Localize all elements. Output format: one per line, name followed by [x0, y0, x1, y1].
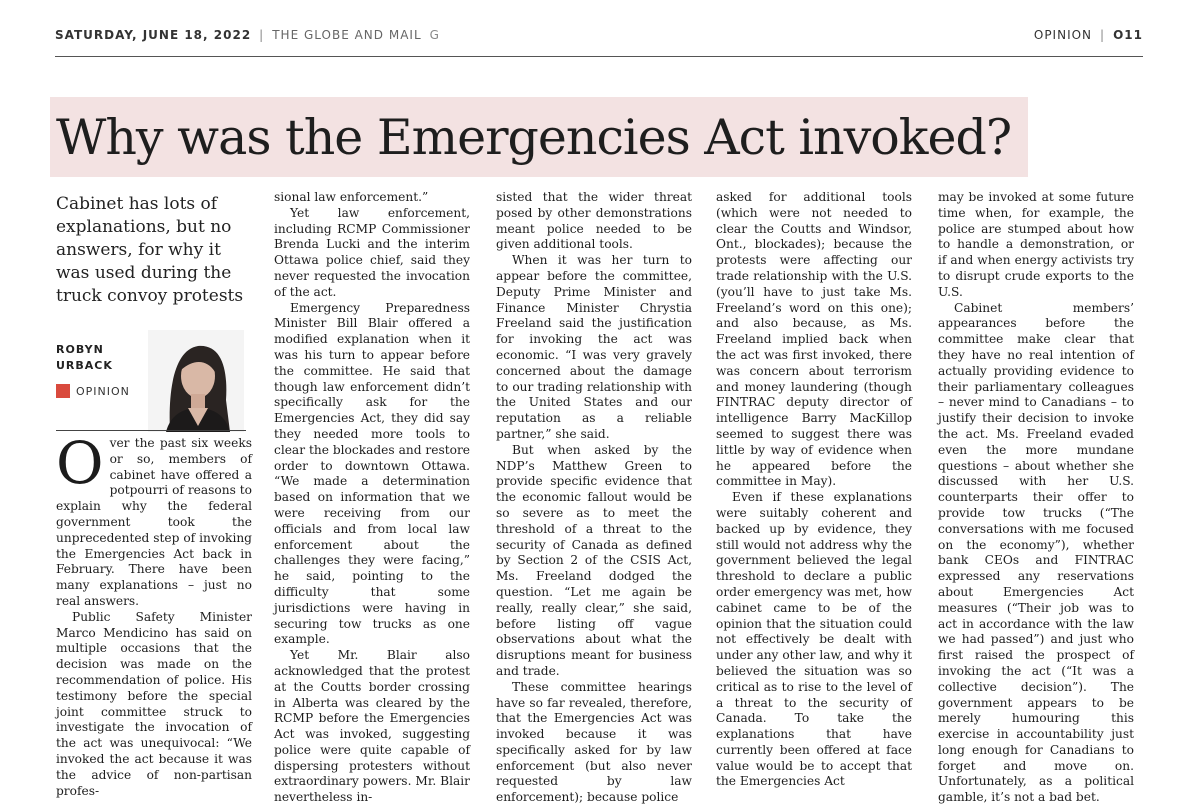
author-last-name: URBACK — [56, 359, 113, 372]
paragraph: Yet Mr. Blair also acknowledged that the protest at the Coutts border crossing in Alberta was cleared by the RCMP before the Emergencies Act was invoked, suggesting police were quite capable of dispersing protesters without extraordinary powers. Mr. Blair nevertheless in- — [274, 648, 470, 805]
section-tag — [56, 384, 130, 398]
header-left — [55, 28, 440, 42]
byline — [56, 342, 136, 374]
paragraph-lead — [56, 429, 252, 610]
header-right — [1034, 28, 1143, 42]
paragraph: When it was her turn to appear before the committee, Deputy Prime Minister and Finance Minister Chrystia Freeland said the justification for invoking the act was economic. “I was very gravely concerned about the damage to our trading relationship with the United States and our reputation as a reliable partner,” she said. — [496, 253, 692, 441]
paragraph-continued: may be invoked at some future time when, for example, the police are stumped about how to handle a demonstration, or if and when energy activists try to disrupt crude exports to the U.S. — [938, 190, 1134, 299]
opinion-swatch-icon — [56, 384, 70, 398]
globe-logo-icon: G — [429, 28, 440, 42]
paragraph-continued: asked for additional tools (which were not needed to clear the Coutts and Windsor, Ont., blockades); because the protests were affecting our trade relationship with the U.S. (you’ll have to just take Ms. Freeland’s word on this one); and also because, as Ms. Freeland implied back when the act was first invoked, there was concern about terrorism and money laundering (though FINTRAC deputy director of intelligence Barry MacKillop seemed to suggest there was little by way of evidence when he appeared before the committee in May). — [716, 190, 912, 489]
paragraph-continued: sional law enforcement.” — [274, 190, 429, 204]
author-portrait-icon — [148, 330, 244, 432]
page-header — [55, 28, 1143, 46]
author-photo — [148, 330, 244, 432]
article-column-3 — [496, 190, 692, 805]
article-headline: Why was the Emergencies Act invoked? — [56, 109, 1012, 166]
paragraph-continued: sisted that the wider threat posed by other demonstrations meant police needed to be given additional tools. — [496, 190, 692, 252]
drop-cap: O — [56, 429, 104, 497]
article-column-1 — [56, 429, 252, 798]
paragraph-text: ver the past six weeks or so, members of cabinet have offered a potpourri of reasons to explain why the federal government took the unprecedented step of invoking the Emergencies Act back in February. There have been many explanations – just no real answers. — [56, 436, 252, 608]
newspaper-name: THE GLOBE AND MAIL — [272, 28, 422, 42]
header-separator: | — [259, 28, 265, 42]
section-tag-label: OPINION — [76, 385, 130, 398]
section-name: OPINION — [1033, 28, 1093, 42]
paragraph: But when asked by the NDP’s Matthew Green to provide specific evidence that the economic fallout would be so severe as to meet the threshold of a threat to the security of Canada as defined by Section 2 of the CSIS Act, Ms. Freeland dodged the question. “Let me again be really, really clear,” she said, before listing off vague observations about what the disruptions meant for business and trade. — [496, 442, 692, 678]
author-first-name: ROBYN — [56, 343, 104, 356]
paragraph: Emergency Preparedness Minister Bill Blair offered a modified explanation when it was his turn to appear before the committee. He said that though law enforcement didn’t specifically ask for the Emergencies Act, they did say they needed more tools to clear the blockades and restore order to downtown Ottawa. “We made a determination based on information that we were receiving from our officials and from local law enforcement about the challenges they were facing,” he said, pointing to the difficulty that some jurisdictions were having in securing tow trucks as one example. — [274, 300, 470, 647]
article-column-5 — [938, 190, 1134, 805]
paragraph: Public Safety Minister Marco Mendicino has said on multiple occasions that the decision was made on the recommendation of police. His testimony before the special joint committee struck to investigate the invocation of the act was unequivocal: “We invoked the act because it was the advice of non-partisan profes- — [56, 609, 252, 798]
header-rule — [55, 56, 1143, 57]
header-separator-right: | — [1100, 28, 1106, 42]
paragraph: Cabinet members’ appearances before the committee make clear that they have no real intention of actually providing evidence to their parliamentary colleagues – never mind to Canadians – to justify their decision to invoke the act. Ms. Freeland evaded even the more mundane questions – about whether she discussed with her U.S. counterparts their offer to provide tow trucks (“The conversations with me focused on the economy”), whether bank CEOs and FINTRAC expressed any reservations about Emergencies Act measures (“Their job was to act in accordance with the law we had passed”) and just who first raised the prospect of invoking the act (“It was a collective decision”). The government appears to be merely humouring this exercise in accountability just long enough for Canadians to forget and move on. Unfortunately, as a political gamble, it’s not a bad bet. — [938, 300, 1134, 805]
article-column-2 — [274, 190, 470, 805]
page-number: O11 — [1113, 28, 1143, 42]
paragraph: Yet law enforcement, including RCMP Commissioner Brenda Lucki and the interim Ottawa police chief, said they never requested the invocation of the act. — [274, 205, 470, 299]
paragraph: These committee hearings have so far revealed, therefore, that the Emergencies Act was invoked because it was specifically asked for by law enforcement (but also never requested by law enforcement); because police — [496, 679, 692, 805]
issue-date: SATURDAY, JUNE 18, 2022 — [55, 28, 252, 42]
article-deck: Cabinet has lots of explanations, but no answers, for why it was used during the truck convoy protests — [56, 194, 244, 306]
paragraph: Even if these explanations were suitably coherent and backed up by evidence, they still would not address why the government believed the legal threshold to declare a public order emergency was met, how cabinet came to be of the opinion that the situation could not effectively be dealt with under any other law, and why it believed the situation was so critical as to rise to the level of a threat to the security of Canada. To take the explanations that have currently been offered at face value would be to accept that the Emergencies Act — [716, 490, 912, 789]
article-column-4 — [716, 190, 912, 789]
